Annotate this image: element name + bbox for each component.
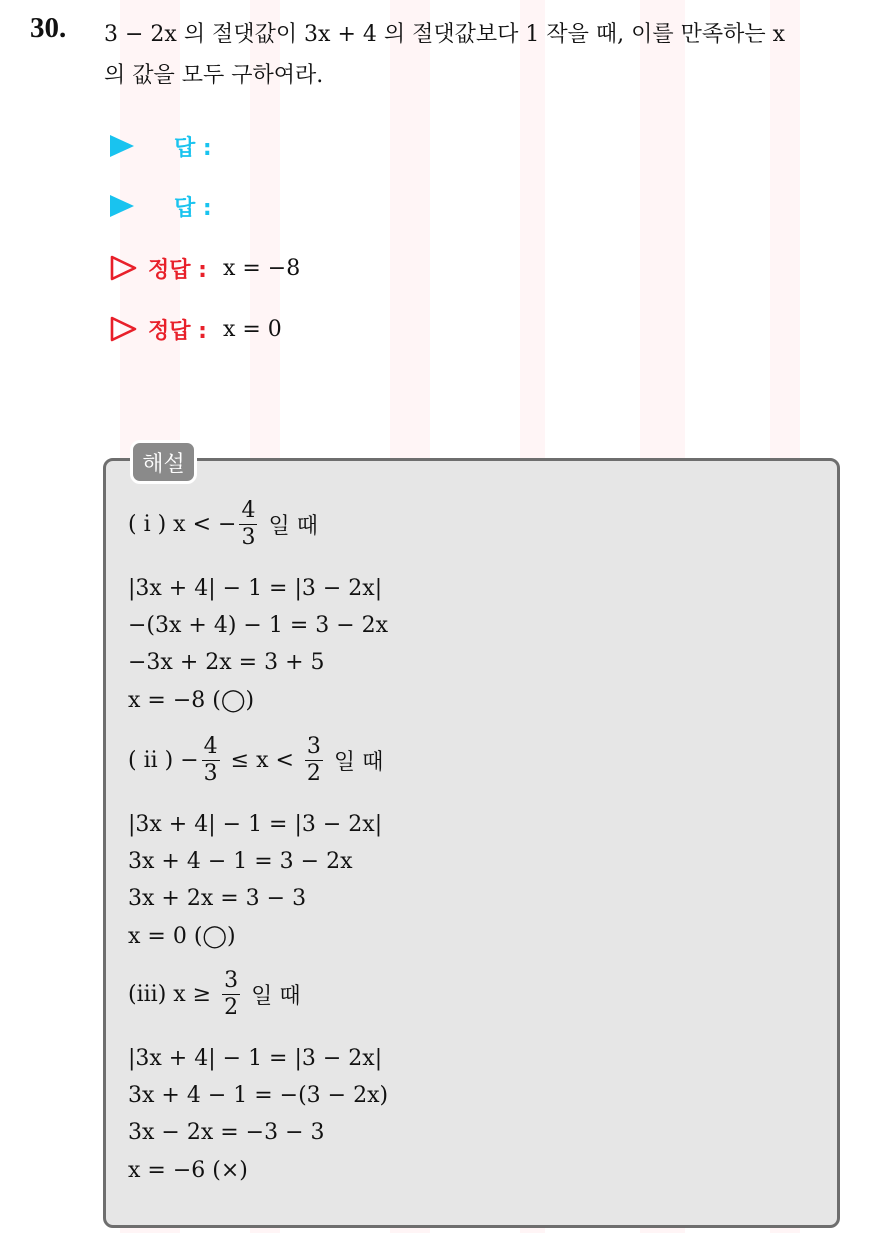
outline-triangle-icon [110, 255, 138, 281]
correct-answer-value: x = −8 [222, 255, 301, 281]
fraction-denominator: 3 [241, 525, 256, 550]
fraction [222, 968, 240, 1021]
question-line-2: 의 값을 모두 구하여라. [104, 63, 324, 88]
fraction-denominator: 2 [306, 761, 321, 786]
correct-answer-label: 정답 : [148, 318, 207, 344]
fraction-denominator: 3 [203, 761, 218, 786]
solution-line: |3x + 4| − 1 = |3 − 2x| [128, 1046, 383, 1071]
correct-answer-row-2 [110, 313, 282, 345]
fraction-numerator: 4 [203, 734, 218, 759]
solution-line: −(3x + 4) − 1 = 3 − 2x [128, 613, 389, 638]
fraction-numerator: 3 [224, 968, 239, 993]
solution-line: |3x + 4| − 1 = |3 − 2x| [128, 812, 383, 837]
fraction-numerator: 3 [306, 734, 321, 759]
answer-row-2[interactable] [110, 190, 228, 222]
solution-line: 3x + 4 − 1 = 3 − 2x [128, 849, 353, 874]
answer-label: 답 : [174, 135, 212, 161]
fraction [202, 734, 220, 787]
solution-line: x = −8 (◯) [128, 688, 255, 713]
correct-answer-label: 정답 : [148, 257, 207, 283]
case-2-condition [128, 734, 383, 787]
fraction-denominator: 2 [224, 995, 239, 1020]
solution-line: −3x + 2x = 3 + 5 [128, 650, 325, 675]
case-2-suffix: 일 때 [333, 750, 384, 775]
case-3-suffix: 일 때 [251, 984, 301, 1009]
play-arrow-icon [110, 135, 134, 157]
question-number: 30. [30, 12, 67, 44]
solution-line: 3x + 4 − 1 = −(3 − 2x) [128, 1083, 389, 1108]
case-2-middle: ≤ x < [230, 748, 294, 773]
fraction-numerator: 4 [241, 498, 256, 523]
case-1-condition [128, 498, 318, 551]
case-1-suffix: 일 때 [268, 514, 318, 539]
solution-line: x = 0 (◯) [128, 924, 236, 949]
fraction [305, 734, 323, 787]
solution-line: 3x + 2x = 3 − 3 [128, 886, 307, 911]
correct-answer-value: x = 0 [222, 316, 282, 342]
fraction [239, 498, 257, 551]
question-text [104, 14, 874, 96]
case-3-prefix: (iii) x ≥ [128, 982, 212, 1007]
case-3-condition [128, 968, 301, 1021]
answer-row-1[interactable] [110, 130, 228, 162]
correct-answer-row-1 [110, 252, 300, 284]
outline-triangle-icon [110, 316, 138, 342]
solution-line: |3x + 4| − 1 = |3 − 2x| [128, 576, 383, 601]
answer-label: 답 : [174, 195, 212, 221]
solution-line: x = −6 (×) [128, 1158, 248, 1183]
solution-line: 3x − 2x = −3 − 3 [128, 1120, 325, 1145]
case-1-prefix: ( i ) x < − [128, 512, 237, 537]
play-arrow-icon [110, 195, 134, 217]
question-line-1: 3 − 2x 의 절댓값이 3x + 4 의 절댓값보다 1 작을 때, 이를 만족하는 x [104, 22, 786, 47]
case-2-prefix: ( ii ) − [128, 748, 199, 773]
solution-tab: 해설 [130, 440, 197, 484]
